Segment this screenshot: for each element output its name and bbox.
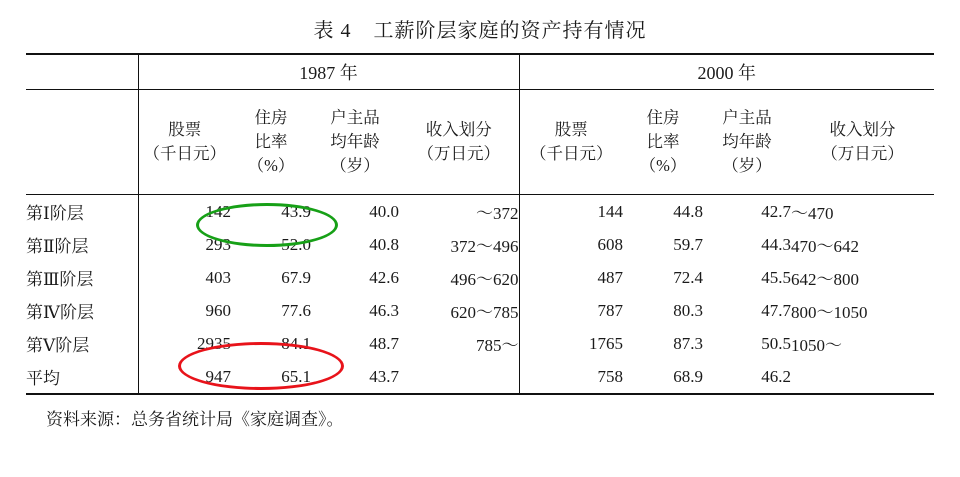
cell-stock-1987: 293: [138, 228, 231, 261]
table-row: [26, 261, 934, 294]
cell-age-2000: 44.3: [761, 234, 791, 254]
cell-income-2000: 1050～: [791, 336, 842, 355]
header-avg-age-2000: [703, 90, 791, 195]
cell-income-2000: 470～642: [791, 237, 859, 256]
cell-house-1987: 84.1: [281, 333, 311, 353]
cell-age-2000: 46.2: [703, 360, 791, 394]
header-stock-2000: [519, 90, 623, 195]
cell-age-1987: 42.6: [369, 267, 399, 287]
header-line: 收入划分: [425, 120, 492, 140]
cell-stock-2000: 144: [519, 195, 623, 229]
header-stock-1987: [138, 90, 231, 195]
cell-age-1987: 40.0: [369, 201, 399, 221]
cell-age-1987: 40.8: [369, 234, 399, 254]
cell-age-2000: 42.7: [761, 201, 791, 221]
cell-house-1987: 65.1: [231, 360, 311, 394]
cell-age-2000: 45.5: [761, 267, 791, 287]
row-label: 第Ⅴ阶层: [26, 336, 90, 355]
header-line: 均年龄: [722, 132, 772, 152]
table-row: [26, 195, 934, 229]
cell-house-2000: 59.7: [673, 234, 703, 254]
cell-house-2000: 80.3: [673, 300, 703, 320]
cell-income-2000: 642～800: [791, 270, 859, 289]
row-label: 第Ⅰ阶层: [26, 204, 84, 223]
corner-cell: [26, 54, 138, 90]
row-label: 第Ⅳ阶层: [26, 303, 94, 322]
cell-stock-1987: 947: [138, 360, 231, 394]
cell-stock-2000: 758: [519, 360, 623, 394]
cell-age-1987: 48.7: [369, 333, 399, 353]
header-line: （万日元）: [417, 144, 500, 163]
header-line: （%）: [639, 155, 687, 175]
header-line: 收入划分: [829, 120, 896, 140]
header-line: （%）: [247, 155, 295, 175]
cell-stock-2000: 487: [519, 261, 623, 294]
cell-age-1987: 43.7: [311, 360, 399, 394]
header-line: （岁）: [330, 155, 380, 175]
cell-house-1987: 67.9: [281, 267, 311, 287]
header-line: （万日元）: [821, 144, 904, 163]
cell-stock-1987: 960: [138, 294, 231, 327]
header-line: （千日元）: [143, 144, 226, 163]
year-header-row: [26, 54, 934, 90]
column-header-row: [26, 90, 934, 195]
cell-stock-1987: 403: [138, 261, 231, 294]
cell-stock-2000: 787: [519, 294, 623, 327]
cell-income-1987: 372～496: [450, 237, 519, 256]
cell-house-2000: 44.8: [673, 201, 703, 221]
cell-house-1987: 43.9: [281, 201, 311, 221]
cell-house-1987: 77.6: [281, 300, 311, 320]
table-row: [26, 360, 934, 394]
header-avg-age-1987: [311, 90, 399, 195]
row-label: 第Ⅲ阶层: [26, 270, 94, 289]
cell-stock-2000: 1765: [519, 327, 623, 360]
header-income-band-1987: [399, 90, 519, 195]
cell-stock-1987: 2935: [138, 327, 231, 360]
cell-age-1987: 46.3: [369, 300, 399, 320]
cell-income-1987: 496～620: [450, 270, 519, 289]
cell-stock-2000: 608: [519, 228, 623, 261]
cell-house-2000: 72.4: [673, 267, 703, 287]
header-line: （岁）: [722, 155, 772, 175]
header-line: 户主品: [330, 108, 380, 128]
table-title-text: 工薪阶层家庭的资产持有情况: [373, 20, 647, 42]
header-line: 均年龄: [330, 132, 380, 152]
header-line: 住房: [254, 108, 288, 128]
cell-income-2000: ～470: [791, 204, 834, 223]
header-line: （千日元）: [530, 144, 613, 163]
table-row: [26, 327, 934, 360]
table-title-label: 表 4: [313, 20, 352, 42]
cell-house-2000: 87.3: [673, 333, 703, 353]
header-line: 住房: [646, 108, 680, 128]
cell-income-1987: 785～: [476, 336, 519, 355]
cell-income-2000: 800～1050: [791, 303, 868, 322]
header-blank: [26, 90, 138, 195]
header-house-ratio-2000: [623, 90, 703, 195]
cell-income-1987: [399, 360, 519, 394]
header-line: 户主品: [722, 108, 772, 128]
row-label: 平均: [26, 360, 138, 394]
source-note: 资料来源：总务省统计局《家庭调查》。: [46, 410, 344, 429]
cell-house-1987: 52.0: [281, 234, 311, 254]
cell-income-1987: 620～785: [450, 303, 519, 322]
year-header-1987: 1987 年: [138, 54, 519, 90]
cell-stock-1987: 142: [138, 195, 231, 229]
year-header-2000: 2000 年: [519, 54, 934, 90]
header-line: 比率: [254, 132, 288, 152]
header-line: 比率: [646, 132, 680, 152]
table-row: [26, 294, 934, 327]
header-income-band-2000: [791, 90, 934, 195]
table-title: [0, 0, 960, 53]
cell-house-2000: 68.9: [623, 360, 703, 394]
row-label: 第Ⅱ阶层: [26, 237, 89, 256]
cell-income-2000: [791, 360, 934, 394]
table-row: [26, 228, 934, 261]
header-line: 股票: [168, 120, 202, 140]
data-table: [26, 53, 934, 395]
cell-income-1987: ～372: [476, 204, 519, 223]
cell-age-2000: 47.7: [761, 300, 791, 320]
header-line: 股票: [554, 120, 588, 140]
header-house-ratio-1987: [231, 90, 311, 195]
cell-age-2000: 50.5: [761, 333, 791, 353]
